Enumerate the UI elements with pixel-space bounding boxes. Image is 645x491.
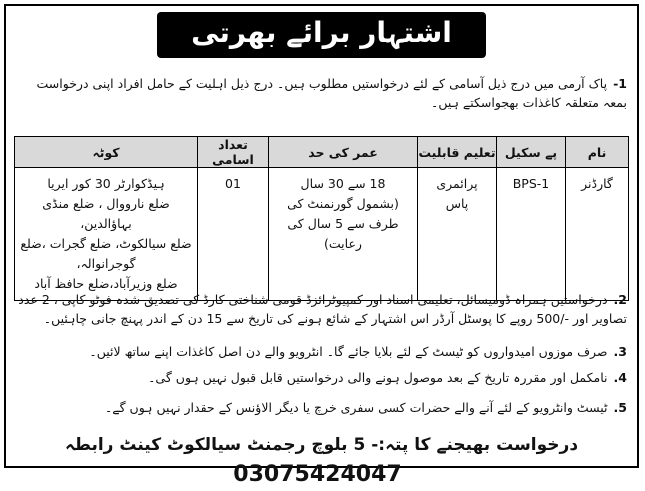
- cell-name: گارڈنر: [566, 168, 629, 301]
- point-3-text: صرف موزوں امیدواروں کو ٹیسٹ کے لئے بلایا جائے گا۔ انٹرویو والے دن اصل کاغذات اپنے ساتھ لائیں۔: [89, 344, 608, 359]
- point-5-text: ٹیسٹ وانٹرویو کے لئے آنے والے حضرات کسی سفری خرچ یا دیگر الاؤنس کے حقدار نہیں ہوں گے۔: [104, 400, 608, 415]
- point-3-number: 3.: [613, 344, 627, 359]
- advertisement-page: [4, 4, 639, 487]
- title-banner: [6, 12, 637, 58]
- point-4: [16, 368, 627, 387]
- intro-paragraph: [16, 74, 627, 112]
- cell-pay-scale: BPS-1: [497, 168, 566, 301]
- table-header-row: [15, 137, 629, 168]
- contact-phone: 03075424047: [233, 462, 402, 487]
- header-quota: کوٹہ: [15, 137, 198, 168]
- header-age: عمر کی حد: [269, 137, 418, 168]
- cell-count: 01: [198, 168, 269, 301]
- point-4-number: 4.: [613, 370, 627, 385]
- header-count: تعداد اسامی: [198, 137, 269, 168]
- quota-line-2: ضلع نارووال ، ضلع منڈی بہاؤالدین،: [42, 196, 170, 231]
- point-2-text: درخواستیں ہمراہ ڈومیسائل، تعلیمی اسناد اور کمپیوٹرائزڈ قومی شناختی کارڈ کی تصدیق شدہ فوٹو کاپی ، 2 عدد تصاویر اور -/500 روپے کا پوسٹل آرڈر اس اشتہار کے شائع ہونے کی تاریخ سے 15 دن کے اندر پہنچ جانی چاہئیں۔: [18, 292, 627, 326]
- vacancy-table: [14, 136, 629, 301]
- point-3: [16, 342, 627, 361]
- table-row: [15, 168, 629, 301]
- point-2: [16, 290, 627, 328]
- point-2-number: 2.: [613, 292, 627, 307]
- page-title: اشتہار برائے بھرتی: [157, 12, 486, 58]
- cell-qualification: [418, 168, 497, 301]
- header-pay-scale: پے سکیل: [497, 137, 566, 168]
- point-5-number: 5.: [613, 400, 627, 415]
- point-5: [16, 398, 627, 417]
- point-4-text: نامکمل اور مقررہ تاریخ کے بعد موصول ہونے والی درخواستیں قابل قبول نہیں ہوں گی۔: [148, 370, 608, 385]
- contact-label: درخواست بھیجنے کا پتہ:-: [371, 435, 579, 455]
- intro-number: 1-: [613, 76, 627, 91]
- quota-line-3: ضلع سیالکوٹ، ضلع گجرات ،ضلع گوجرانوالہ،: [20, 236, 192, 271]
- header-qualification: تعلیم قابلیت: [418, 137, 497, 168]
- intro-text: پاک آرمی میں درج ذیل آسامی کے لئے درخواستیں مطلوب ہیں۔ درج ذیل اہلیت کے حامل افراد اپنی درخواست بمعہ متعلقہ کاغذات بھجواسکتے ہیں۔: [36, 76, 627, 110]
- header-name: نام: [566, 137, 629, 168]
- cell-age: [269, 168, 418, 301]
- age-line-1: 18 سے 30 سال: [300, 176, 386, 191]
- qualification-line-2: پاس: [445, 196, 469, 211]
- quota-line-4: ضلع وزیرآباد،ضلع حافظ آباد: [34, 276, 178, 291]
- qualification-line-1: پرائمری: [436, 176, 478, 191]
- quota-line-1: ہیڈکوارٹر 30 کور ایریا: [47, 176, 165, 191]
- contact-address: 5 بلوچ رجمنٹ سیالکوٹ کینٹ رابطہ: [64, 435, 366, 455]
- age-line-2: (بشمول گورنمنٹ کی: [287, 196, 399, 211]
- cell-quota: [15, 168, 198, 301]
- contact-line: [14, 430, 629, 487]
- age-line-3: طرف سے 5 سال کی رعایت): [287, 216, 399, 251]
